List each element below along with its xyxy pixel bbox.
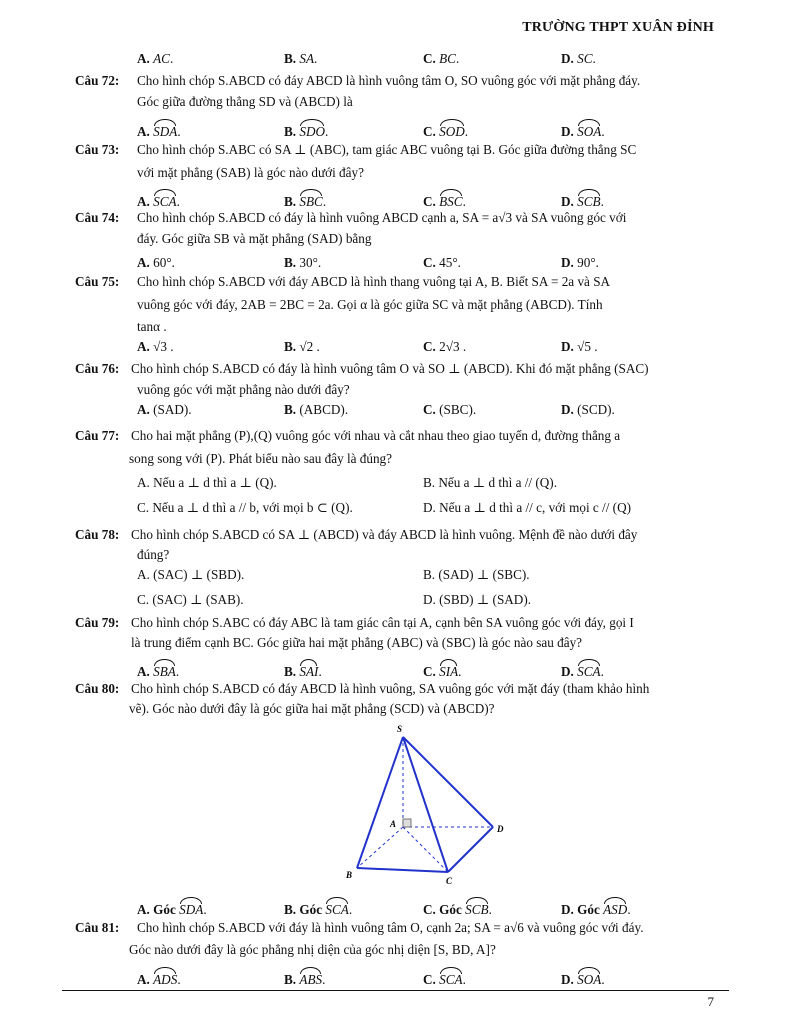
q80-option-b[interactable]: B. Góc SCA. xyxy=(284,898,352,919)
q78-label: Câu 78: xyxy=(75,527,120,542)
q75-option-a[interactable]: A. √3 . xyxy=(137,339,174,354)
q78-option-c[interactable]: C. (SAC) ⊥ (SAB). xyxy=(137,592,244,607)
q77-option-c[interactable]: C. Nếu a ⊥ d thì a // b, với mọi b ⊂ (Q). xyxy=(137,500,353,515)
q79-text-1: Cho hình chóp S.ABC có đáy ABC là tam giác cân tại A, cạnh bên SA vuông góc với đáy, gọi I xyxy=(131,615,634,630)
label-a: A xyxy=(390,819,397,829)
q73-option-d[interactable]: D. SCB. xyxy=(561,190,604,211)
label-d: D xyxy=(497,824,504,834)
q77-text-2: song song với (P). Phát biểu nào sau đây là đúng? xyxy=(129,451,392,466)
q76-option-d[interactable]: D. (SCD). xyxy=(561,402,615,417)
q79-option-d[interactable]: D. SCA. xyxy=(561,660,604,681)
q71-option-b[interactable]: B. SA. xyxy=(284,51,318,66)
q81-text-2: Góc nào dưới đây là góc phẳng nhị diện của góc nhị diện [S, BD, A]? xyxy=(129,942,496,957)
q74-option-a[interactable]: A. 60°. xyxy=(137,255,175,270)
q78-option-b[interactable]: B. (SAD) ⊥ (SBC). xyxy=(423,567,530,582)
q81-option-b[interactable]: B. ABS. xyxy=(284,968,325,989)
q77-label: Câu 77: xyxy=(75,428,120,443)
q75-text-1: Cho hình chóp S.ABCD với đáy ABCD là hình thang vuông tại A, B. Biết SA = 2a và SA xyxy=(137,274,611,289)
q79-text-2: là trung điểm cạnh BC. Góc giữa hai mặt phẳng (ABC) và (SBC) là góc nào sau đây? xyxy=(131,635,583,650)
q79-option-c[interactable]: C. SIA. xyxy=(423,660,461,681)
q75-text-2: vuông góc với đáy, 2AB = 2BC = 2a. Gọi α là góc giữa SC và mặt phẳng (ABCD). Tính xyxy=(137,297,603,312)
q71-option-c[interactable]: C. BC. xyxy=(423,51,460,66)
edge-sd xyxy=(403,737,493,827)
q72-option-a[interactable]: A. SDA. xyxy=(137,120,181,141)
q79-option-a[interactable]: A. SBA. xyxy=(137,660,179,681)
q76-option-c[interactable]: C. (SBC). xyxy=(423,402,477,417)
q78-text-1: Cho hình chóp S.ABCD có SA ⊥ (ABCD) và đáy ABCD là hình vuông. Mệnh đề nào dưới đây xyxy=(131,527,638,542)
edge-bc xyxy=(357,868,448,872)
q78-option-d[interactable]: D. (SBD) ⊥ (SAD). xyxy=(423,592,532,607)
q72-option-c[interactable]: C. SOD. xyxy=(423,120,468,141)
q81-option-c[interactable]: C. SCA. xyxy=(423,968,466,989)
q75-option-c[interactable]: C. 2√3 . xyxy=(423,339,467,354)
q76-option-b[interactable]: B. (ABCD). xyxy=(284,402,349,417)
q80-option-c[interactable]: C. Góc SCB. xyxy=(423,898,492,919)
q80-option-d[interactable]: D. Góc ASD. xyxy=(561,898,631,919)
q75-option-b[interactable]: B. √2 . xyxy=(284,339,320,354)
right-angle-marker xyxy=(403,819,411,827)
q74-label: Câu 74: xyxy=(75,210,120,225)
q78-text-2: đúng? xyxy=(137,547,170,562)
q72-option-b[interactable]: B. SDO. xyxy=(284,120,328,141)
label-c: C xyxy=(446,876,453,886)
q73-option-c[interactable]: C. BSC. xyxy=(423,190,466,211)
q72-text-2: Góc giữa đường thẳng SD và (ABCD) là xyxy=(137,94,353,109)
q71-option-a[interactable]: A. AC. xyxy=(137,51,174,66)
q78-option-a[interactable]: A. (SAC) ⊥ (SBD). xyxy=(137,567,245,582)
q76-label: Câu 76: xyxy=(75,361,120,376)
q73-text-1: Cho hình chóp S.ABC có SA ⊥ (ABC), tam giác ABC vuông tại B. Góc giữa đường thẳng SC xyxy=(137,142,637,157)
q73-option-a[interactable]: A. SCA. xyxy=(137,190,180,211)
q81-text-1: Cho hình chóp S.ABCD với đáy là hình vuông tâm O, cạnh 2a; SA = a√6 và vuông góc với đáy. xyxy=(137,920,644,935)
q77-option-a[interactable]: A. Nếu a ⊥ d thì a ⊥ (Q). xyxy=(137,475,277,490)
q75-text-3: tanα . xyxy=(137,319,167,334)
q80-text-2: vẽ). Góc nào dưới đây là góc giữa hai mặt phẳng (SCD) và (ABCD)? xyxy=(129,701,495,716)
footer-divider xyxy=(62,990,729,991)
label-b: B xyxy=(346,870,353,880)
q80-option-a[interactable]: A. Góc SDA. xyxy=(137,898,207,919)
q81-label: Câu 81: xyxy=(75,920,120,935)
page-number: 7 xyxy=(707,994,714,1009)
q80-label: Câu 80: xyxy=(75,681,120,696)
q76-text-2: vuông góc với mặt phẳng nào dưới đây? xyxy=(137,382,350,397)
q79-label: Câu 79: xyxy=(75,615,120,630)
q79-option-b[interactable]: B. SAI. xyxy=(284,660,322,681)
edge-cd xyxy=(448,827,493,872)
q77-option-b[interactable]: B. Nếu a ⊥ d thì a // (Q). xyxy=(423,475,557,490)
q75-option-d[interactable]: D. √5 . xyxy=(561,339,598,354)
q76-text-1: Cho hình chóp S.ABCD có đáy là hình vuông tâm O và SO ⊥ (ABCD). Khi đó mặt phẳng (SAC) xyxy=(131,361,649,376)
q74-option-b[interactable]: B. 30°. xyxy=(284,255,322,270)
school-header: TRƯỜNG THPT XUÂN ĐỈNH xyxy=(522,20,714,35)
q72-text-1: Cho hình chóp S.ABCD có đáy ABCD là hình vuông tâm O, SO vuông góc với mặt phẳng đáy. xyxy=(137,73,641,88)
label-s: S xyxy=(397,724,403,734)
edge-sb xyxy=(357,737,403,868)
edge-sc xyxy=(403,737,448,872)
q81-option-d[interactable]: D. SOA. xyxy=(561,968,605,989)
q81-option-a[interactable]: A. ADS. xyxy=(137,968,181,989)
q74-text-1: Cho hình chóp S.ABCD có đáy là hình vuông ABCD cạnh a, SA = a√3 và SA vuông góc với xyxy=(137,210,627,225)
q73-option-b[interactable]: B. SBC. xyxy=(284,190,326,211)
q77-text-1: Cho hai mặt phẳng (P),(Q) vuông góc với nhau và cắt nhau theo giao tuyến d, đường thẳng a xyxy=(131,428,621,443)
q72-label: Câu 72: xyxy=(75,73,120,88)
q77-option-d[interactable]: D. Nếu a ⊥ d thì a // c, với mọi c // (Q) xyxy=(423,500,631,515)
q73-text-2: với mặt phẳng (SAB) là góc nào dưới đây? xyxy=(137,165,364,180)
pyramid-figure xyxy=(330,720,530,892)
q71-option-d[interactable]: D. SC. xyxy=(561,51,596,66)
q74-option-d[interactable]: D. 90°. xyxy=(561,255,599,270)
q73-label: Câu 73: xyxy=(75,142,120,157)
q74-option-c[interactable]: C. 45°. xyxy=(423,255,461,270)
q75-label: Câu 75: xyxy=(75,274,120,289)
q76-option-a[interactable]: A. (SAD). xyxy=(137,402,192,417)
q74-text-2: đáy. Góc giữa SB và mặt phẳng (SAD) bằng xyxy=(137,231,372,246)
q72-option-d[interactable]: D. SOA. xyxy=(561,120,605,141)
q80-text-1: Cho hình chóp S.ABCD có đáy ABCD là hình vuông, SA vuông góc với mặt đáy (tham khảo hình xyxy=(131,681,650,696)
